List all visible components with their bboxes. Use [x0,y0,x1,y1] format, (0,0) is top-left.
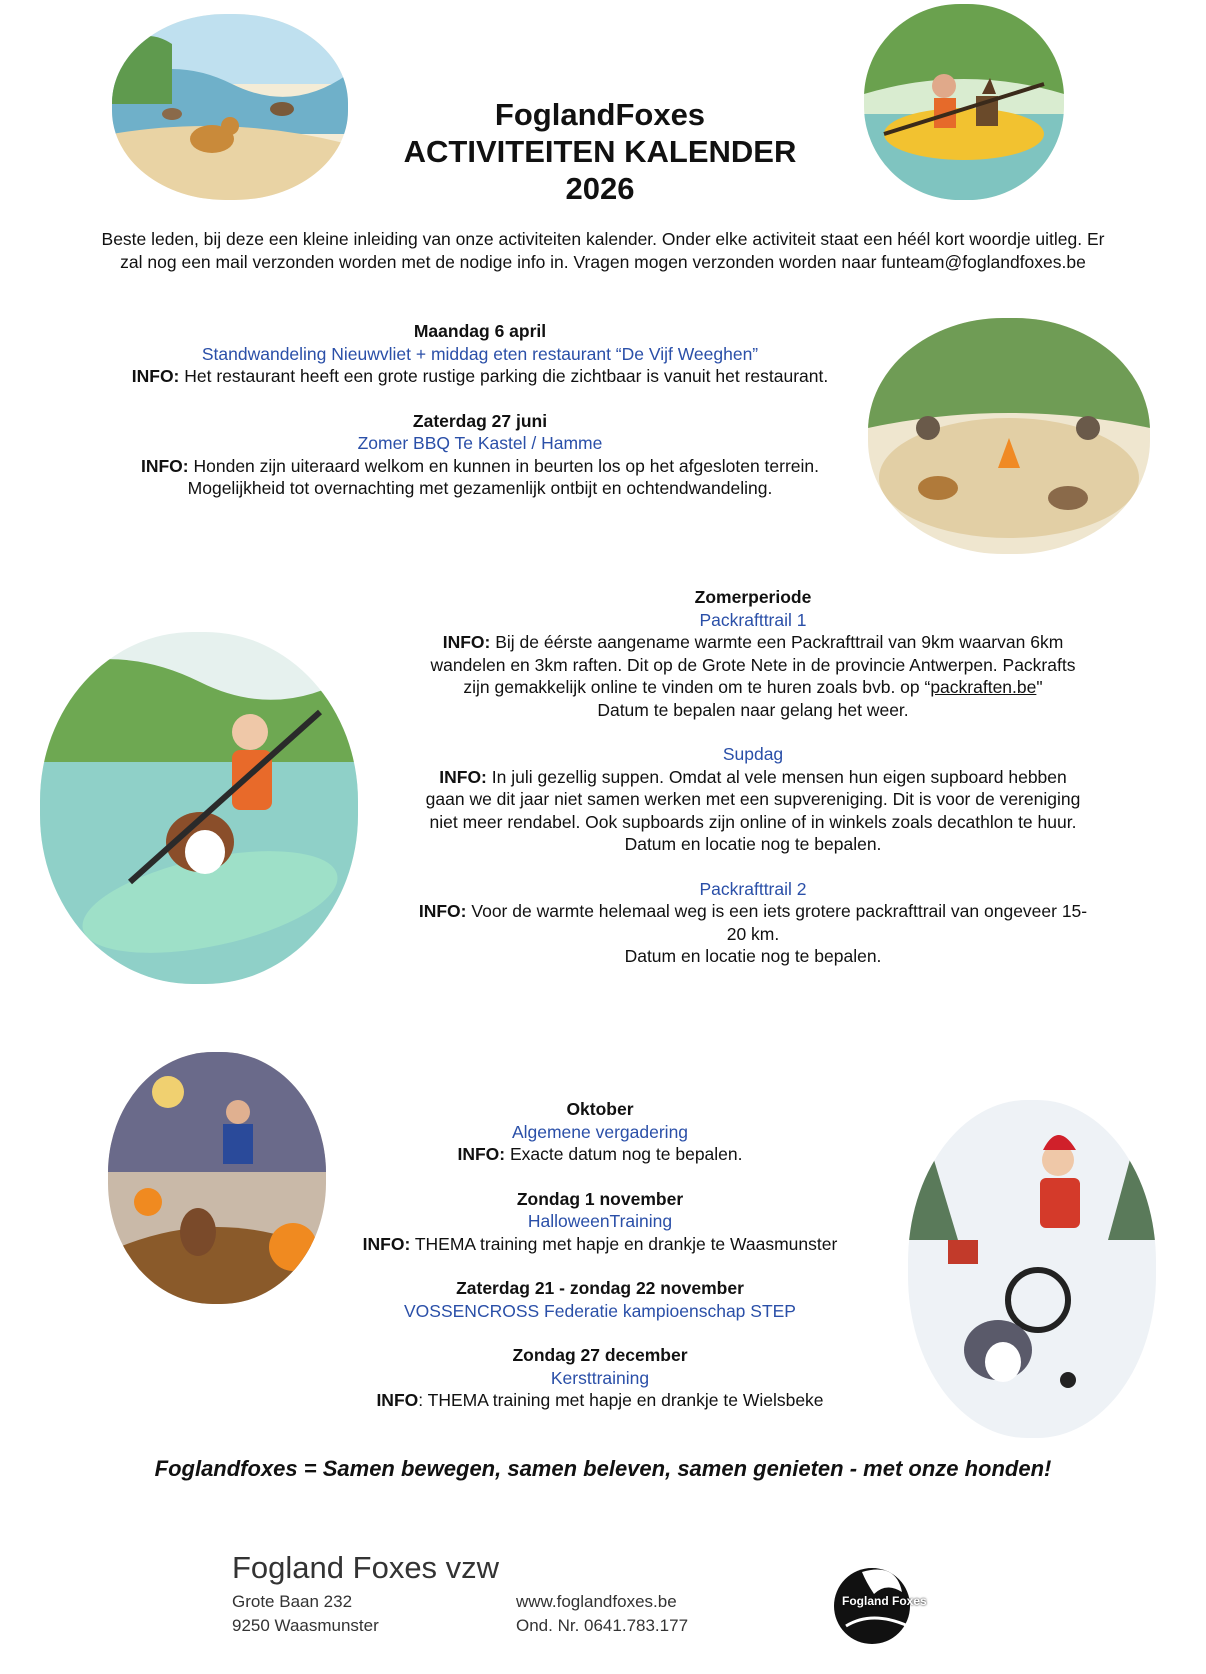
event-info: INFO: Voor de warmte helemaal weg is een iets grotere packrafttrail van ongeveer 15-20 km. [418,901,1088,944]
footer-website[interactable]: www.foglandfoxes.be [516,1592,677,1611]
halloween-run-illustration [108,1052,326,1304]
event-info-extra: Mogelijkheid tot overnachting met gezamenlijk ontbijt en ochtendwandeling. [187,478,773,498]
event-title: Packrafttrail 2 [699,878,807,899]
event-date: Zaterdag 21 - zondag 22 november [456,1278,744,1298]
footer-contact [516,1590,688,1638]
event-title: Standwandeling Nieuwvliet + middag eten restaurant “De Vijf Weeghen” [201,343,759,364]
info-label: INFO: [362,1233,411,1254]
section-autumn-winter [340,1098,860,1412]
footer-org-name: Fogland Foxes vzw [232,1550,500,1585]
event-title: HalloweenTraining [527,1211,673,1231]
event-title: Supdag [722,744,784,764]
info-label: INFO: [418,901,467,921]
event-info: INFO: THEMA training met hapje en drankje te Waasmunster [362,1233,838,1254]
footer-address [232,1590,379,1638]
footer-city: 9250 Waasmunster [232,1616,379,1635]
event-note: Datum en locatie nog te bepalen. [624,946,882,966]
packraften-link[interactable]: packraften.be [930,677,1037,697]
info-label: INFO: [140,455,189,476]
event-note: Datum te bepalen naar gelang het weer. [597,699,909,720]
christmas-bike-illustration [908,1100,1156,1438]
section-summer-period [418,586,1088,968]
logo-text: Fogland Foxes [842,1594,927,1608]
event-title: Packrafttrail 1 [699,609,807,630]
event-title: Kersttraining [550,1367,650,1388]
info-label: INFO: [439,766,487,787]
event-date: Zondag 27 december [512,1345,688,1365]
event-info: INFO: Honden zijn uiteraard welkom en kunnen in beurten los op het afgesloten terrein. [140,455,820,476]
event-date: Maandag 6 april [413,321,547,341]
fogland-foxes-logo [826,1552,952,1652]
event-info: INFO: Bij de éérste aangename warmte een Packrafttrail van 9km waarvan 6km wandelen en 3km raften. Dit op de Grote Nete in de provincie Antwerpen. Packrafts zijn gemakkelijk online te vinden om te huren zoals bvb. op “packraften.be" [430,632,1076,697]
event-title: Zomer BBQ Te Kastel / Hamme [357,433,603,453]
footer-company-nr: Ond. Nr. 0641.783.177 [516,1616,689,1635]
sup-dog-illustration [40,632,358,984]
event-date: Zondag 1 november [516,1188,684,1209]
section-spring-summer [100,320,860,500]
intro-paragraph: Beste leden, bij deze een kleine inleiding van onze activiteiten kalender. Onder elke activiteit staat een héél kort woordje uitleg. Er zal nog een mail verzonden worden met de nodige info in. Vragen mogen verzonden worden naar funteam@foglandfoxes.be [101,229,1105,272]
slogan: Foglandfoxes = Samen bewegen, samen beleven, samen genieten - met onze honden! [154,1456,1052,1481]
footer-street: Grote Baan 232 [232,1592,353,1611]
period-title: Zomerperiode [694,587,812,607]
event-note: Datum en locatie nog te bepalen. [624,834,882,854]
event-date: Oktober [566,1099,634,1119]
event-info: INFO: Exacte datum nog te bepalen. [457,1144,743,1164]
title-line-2: ACTIVITEITEN KALENDER [403,134,797,169]
bbq-campfire-illustration [868,318,1150,554]
page-title [300,96,900,207]
event-info: INFO: In juli gezellig suppen. Omdat al vele mensen hun eigen supboard hebben gaan we dit jaar niet samen werken met een supvereniging. Dit is voor de vereniging niet meer rendabel. Ook supboards zijn online of in winkels zoals decathlon te huur. [425,766,1081,832]
info-label: INFO: [442,632,491,652]
event-title: Algemene vergadering [511,1121,689,1142]
info-label: INFO [376,1390,419,1410]
event-info: INFO: THEMA training met hapje en drankje te Wielsbeke [376,1390,824,1410]
info-label: INFO: [131,366,180,386]
event-info: INFO: Het restaurant heeft een grote rustige parking die zichtbaar is vanuit het restaurant. [131,366,829,386]
title-line-1: FoglandFoxes [494,97,706,132]
info-label: INFO: [457,1144,506,1164]
event-title: VOSSENCROSS Federatie kampioenschap STEP [404,1300,796,1321]
event-date: Zaterdag 27 juni [412,410,548,431]
title-line-3: 2026 [565,171,635,206]
